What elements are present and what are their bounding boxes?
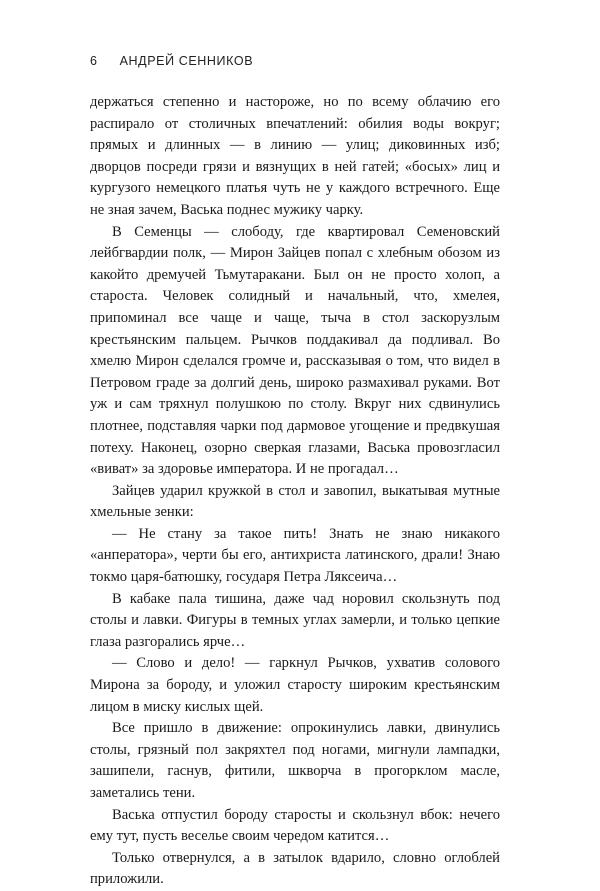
author-name: АНДРЕЙ СЕННИКОВ: [119, 54, 254, 68]
paragraph: Васька отпустил бороду старосты и скользнул вбок: нечего ему тут, пусть веселье своим чередом катится…: [90, 806, 500, 845]
paragraph: — Не стану за такое пить! Знать не знаю никакого «анператора», черти бы его, антихриста латинского, драли! Знаю токмо царя-батюшку, государя Петра Ляксеича…: [90, 525, 500, 586]
page-number: 6: [90, 54, 98, 68]
paragraph: В Семенцы — слободу, где квартировал Семеновский лейбгвардии полк, — Мирон Зайцев попал с хлебным обозом из какойто дремучей Тьмутаракани. Был он не просто холоп, а староста. Человек солидный и начальный, что, хмелея, припоминал все чаще и чаще, тыча в стол заскорузлым крестьянским пальцем. Рычков поддакивал да подливал. Во хмелю Мирон сделался громче и, рассказывая о том, что видел в Петровом граде за долгий день, широко размахивал руками. Вот уж и сам тряхнул полушкою по столу. Вкруг них сдвинулись плотнее, подставляя чарки под дармовое угощение и предвкушая потеху. Наконец, озорно сверкая глазами, Васька провозгласил «виват» за здоровье императора. И не прогадал…: [90, 223, 500, 478]
paragraph: держаться степенно и настороже, но по всему облачию его распирало от столичных впечатлений: обилия воды вокруг; прямых и длинных — в линию — улиц; диковинных изб; дворцов посреди грязи и вязнущих в ней гатей; «босых» лиц и кургузого немецкого платья чуть не у каждого встречного. Еще не зная зачем, Васька поднес мужику чарку.: [90, 94, 500, 218]
paragraph: — Слово и дело! — гаркнул Рычков, ухватив солового Мирона за бороду, и уложил старосту широким крестьянским лицом в миску кислых щей.: [90, 655, 500, 715]
paragraph: Все пришло в движение: опрокинулись лавки, двинулись столы, грязный пол закряхтел под ногами, мигнули лампадки, зашипели, гаснув, фитили, шкворча в прогорклом масле, заметались тени.: [90, 720, 500, 801]
paragraph: Зайцев ударил кружкой в стол и завопил, выкатывая мутные хмельные зенки:: [90, 482, 500, 521]
running-header: [90, 54, 253, 68]
body-text: [90, 92, 500, 891]
paragraph: В кабаке пала тишина, даже чад норовил скользнуть под столы и лавки. Фигуры в темных углах замерли, и только цепкие глаза разгорались ярче…: [90, 590, 500, 650]
paragraph: Только отвернулся, а в затылок вдарило, словно оглоблей приложили.: [90, 849, 500, 888]
